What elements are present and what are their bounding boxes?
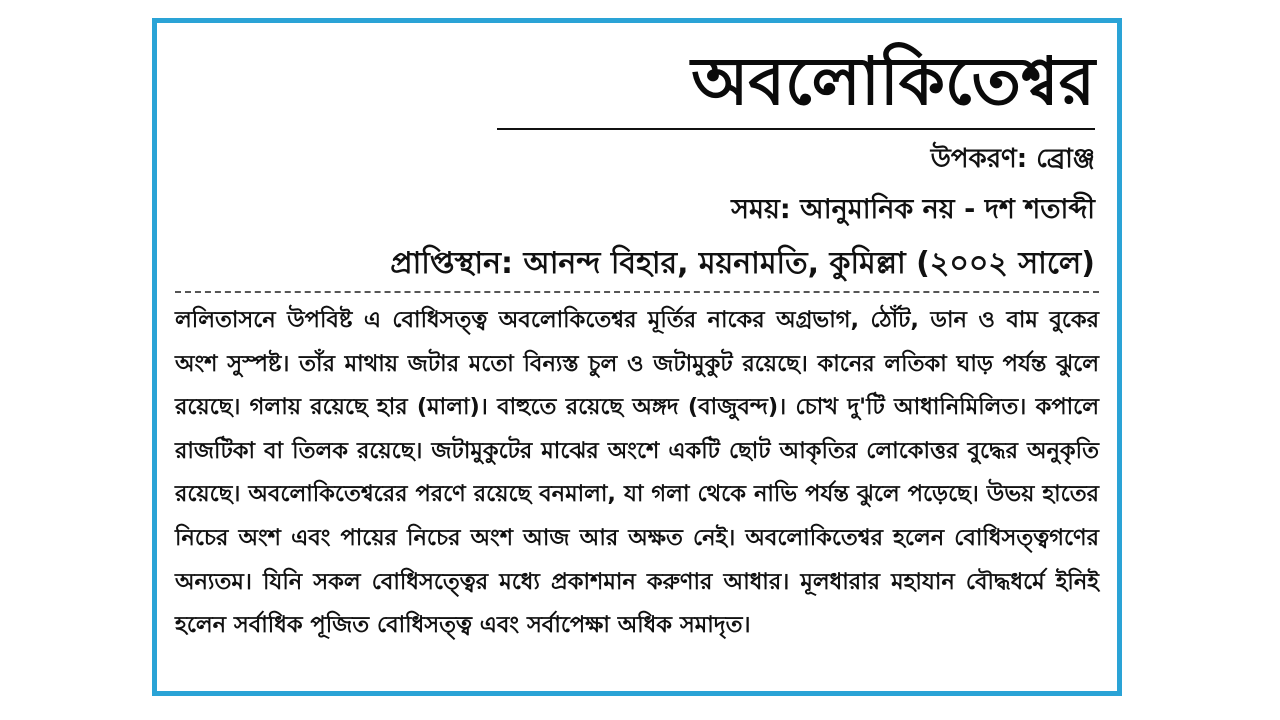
dashed-divider <box>175 291 1099 293</box>
period-line: সময়: আনুমানিক নয় - দশ শতাব্দী <box>731 194 1095 225</box>
material-line: উপকরণ: ব্রোঞ্জ <box>930 144 1095 174</box>
museum-label-card <box>152 18 1122 696</box>
artifact-title: অবলোকিতেশ্বর <box>691 43 1095 120</box>
title-underline <box>497 128 1095 130</box>
find-place-line: প্রাপ্তিস্থান: আনন্দ বিহার, ময়নামতি, কুমিল্লা (২০০২ সালে) <box>390 246 1095 281</box>
description-paragraph: ললিতাসনে উপবিষ্ট এ বোধিসত্ত্ব অবলোকিতেশ্বর মূর্তির নাকের অগ্রভাগ, ঠোঁট, ডান ও বাম বুকের অংশ সুস্পষ্ট। তাঁর মাথায় জটার মতো বিন্যস্ত চুল ও জটামুকুট রয়েছে। কানের লতিকা ঘাড় পর্যন্ত ঝুলে রয়েছে। গলায় রয়েছে হার (মালা)। বাহুতে রয়েছে অঙ্গদ (বাজুবন্দ)। চোখ দু'টি আধানিমিলিত। কপালে রাজটিকা বা তিলক রয়েছে। জটামুকুটের মাঝের অংশে একটি ছোট আকৃতির লোকোত্তর বুদ্ধের অনুকৃতি রয়েছে। অবলোকিতেশ্বরের পরণে রয়েছে বনমালা, যা গলা থেকে নাভি পর্যন্ত ঝুলে পড়েছে। উভয় হাতের নিচের অংশ এবং পায়ের নিচের অংশ আজ আর অক্ষত নেই। অবলোকিতেশ্বর হলেন বোধিসত্ত্বগণের অন্যতম। যিনি সকল বোধিসত্ত্বের মধ্যে প্রকাশমান করুণার আধার। মূলধারার মহাযান বৌদ্ধধর্মে ইনিই হলেন সর্বাধিক পূজিত বোধিসত্ত্ব এবং সর্বাপেক্ষা অধিক সমাদৃত। <box>175 307 1099 639</box>
